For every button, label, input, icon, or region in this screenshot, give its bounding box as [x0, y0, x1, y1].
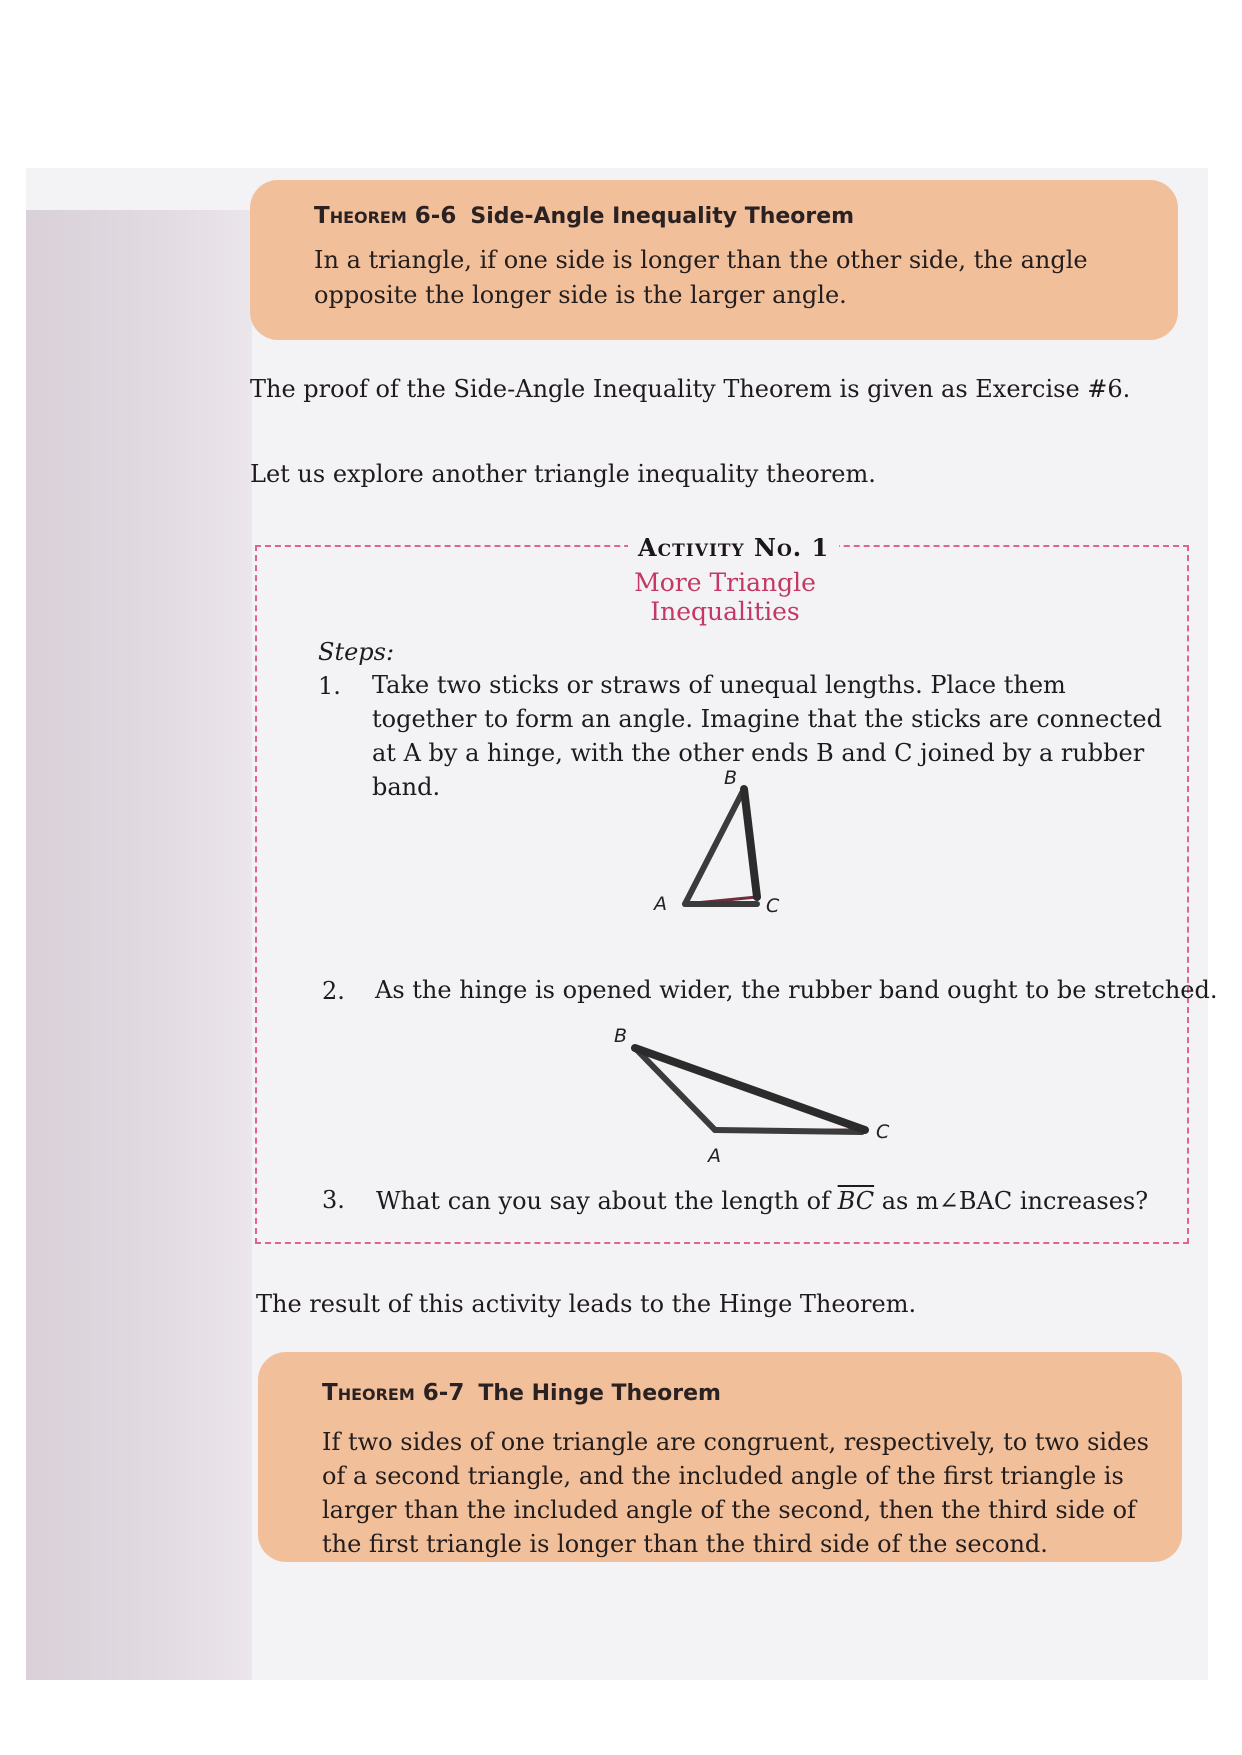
- figure-1-label-a: A: [654, 893, 667, 915]
- triangle-figure-2: [600, 1020, 900, 1170]
- theorem-6-7-title: The Hinge Theorem: [478, 1381, 721, 1406]
- theorem-6-6-statement: In a triangle, if one side is longer than the other side, the angle opposite the longer side is the larger angle.: [314, 246, 1088, 309]
- step-1-text: Take two sticks or straws of unequal lengths. Place them together to form an angle. Imagine that the sticks are connected at A by a hinge, with the other ends B and C joined by a rubber band.: [372, 671, 1162, 801]
- step-2-number: 2.: [322, 977, 345, 1005]
- figure-1-band-bc: [744, 789, 757, 897]
- figure-1-stick-ab: [685, 789, 744, 904]
- steps-label: Steps:: [318, 638, 395, 666]
- step-2-text: As the hinge is opened wider, the rubber band ought to be stretched.: [375, 976, 1218, 1004]
- figure-2-stick-ac: [715, 1130, 862, 1132]
- theorem-6-6-number: Theorem 6-6: [314, 203, 457, 229]
- figure-1-label-c: C: [766, 895, 780, 917]
- figure-1-label-b: B: [724, 770, 738, 789]
- theorem-6-7-heading: [322, 1380, 721, 1406]
- step-3-number: 3.: [322, 1186, 345, 1214]
- theorem-6-7-statement: If two sides of one triangle are congruent, respectively, to two sides of a second triangle, and the included angle of the first triangle is larger than the included angle of the second, then the third side of the first triangle is longer than the third side of the second.: [322, 1428, 1149, 1558]
- step-3-text-after: as m∠BAC increases?: [881, 1187, 1149, 1215]
- explore-intro: Let us explore another triangle inequality theorem.: [250, 460, 876, 488]
- step-3-text-before: What can you say about the length of: [376, 1187, 830, 1215]
- result-note: The result of this activity leads to the Hinge Theorem.: [256, 1290, 917, 1318]
- figure-2-band-bc: [635, 1048, 865, 1130]
- figure-2-label-b: B: [614, 1025, 628, 1047]
- activity-heading: Activity No. 1: [628, 533, 839, 562]
- proof-note: The proof of the Side-Angle Inequality Theorem is given as Exercise #6.: [250, 375, 1131, 403]
- step-1-number: 1.: [318, 672, 341, 700]
- triangle-figure-1: [640, 770, 840, 920]
- figure-2-label-c: C: [876, 1121, 890, 1143]
- step-3-text: [376, 1184, 1148, 1218]
- figure-2-label-a: A: [708, 1145, 721, 1167]
- theorem-6-6-title: Side-Angle Inequality Theorem: [470, 204, 855, 229]
- page-gutter-shadow: [26, 210, 252, 1680]
- segment-bc: $\overline{BC}$: [837, 1187, 875, 1215]
- activity-subtitle: More Triangle Inequalities: [634, 568, 816, 626]
- theorem-6-7-number: Theorem 6-7: [322, 1380, 465, 1406]
- theorem-6-6-heading: [314, 203, 854, 229]
